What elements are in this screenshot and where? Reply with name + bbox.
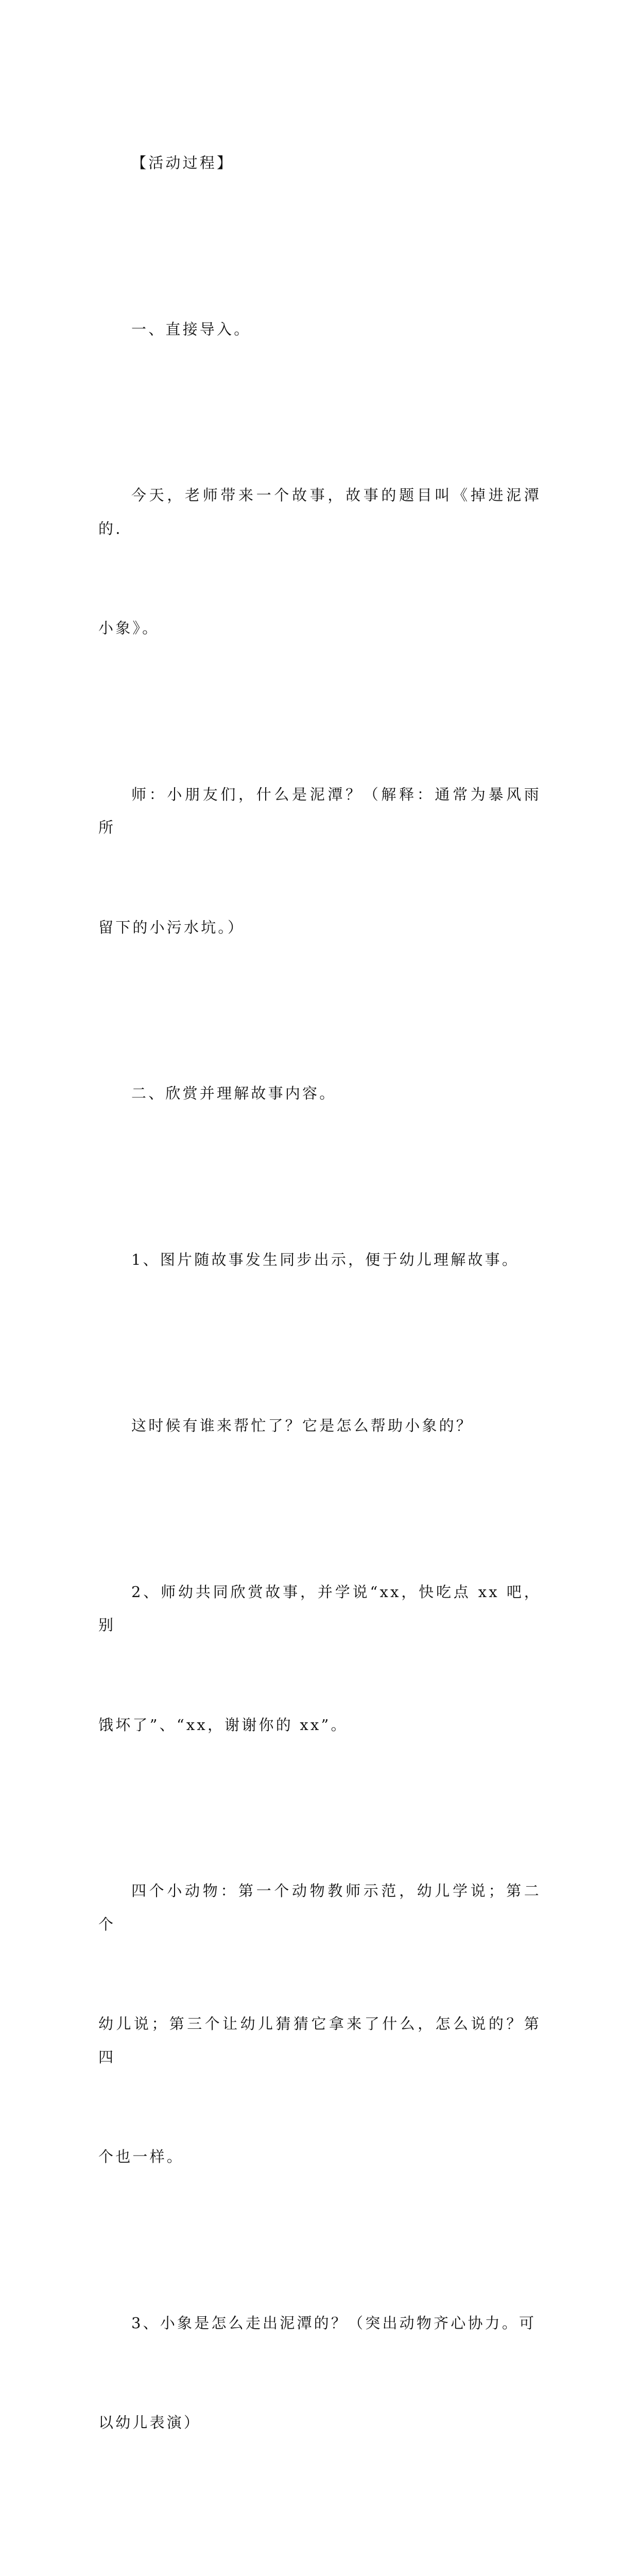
paragraph-6	[98, 1343, 541, 1509]
paragraph-line: 小象》。	[98, 612, 541, 645]
paragraph-line: 2、师幼共同欣赏故事，并学说“xx，快吃点 xx 吧，别	[98, 1575, 541, 1642]
paragraph-line	[98, 2572, 541, 2576]
heading-line: 【活动过程】	[98, 146, 541, 180]
paragraph-8	[98, 1808, 541, 2240]
paragraph-line: 四个小动物：第一个动物教师示范，幼儿学说；第二个	[98, 1874, 541, 1941]
paragraph-line: 个也一样。	[98, 2140, 541, 2174]
document-body	[98, 80, 541, 2576]
paragraph-line: 幼儿说；第三个让幼儿猜猜它拿来了什么，怎么说的？第四	[98, 2007, 541, 2074]
paragraph-4	[98, 1010, 541, 1177]
paragraph-10	[98, 2506, 541, 2576]
paragraph-line: 这时候有谁来帮忙了？它是怎么帮助小象的？	[98, 1409, 541, 1443]
document-page	[0, 0, 639, 904]
paragraph-5	[98, 1177, 541, 1343]
paragraph-9	[98, 2240, 541, 2506]
paragraph-line: 一、直接导入。	[98, 313, 541, 346]
paragraph-7	[98, 1509, 541, 1808]
paragraph-line: 1、图片随故事发生同步出示，便于幼儿理解故事。	[98, 1243, 541, 1277]
paragraph-line: 二、欣赏并理解故事内容。	[98, 1077, 541, 1110]
paragraph-3	[98, 711, 541, 1011]
paragraph-line: 3、小象是怎么走出泥潭的？（突出动物齐心协力。可	[98, 2307, 541, 2340]
paragraph-line: 饿坏了”、“xx，谢谢你的 xx”。	[98, 1708, 541, 1742]
paragraph-line: 今天，老师带来一个故事，故事的题目叫《掉进泥潭的.	[98, 479, 541, 545]
paragraph-1	[98, 246, 541, 413]
paragraph-line: 留下的小污水坑。）	[98, 911, 541, 944]
paragraph-line: 以幼儿表演）	[98, 2406, 541, 2439]
paragraph-line: 师：小朋友们，什么是泥潭？（解释：通常为暴风雨所	[98, 778, 541, 844]
section-heading	[98, 80, 541, 246]
paragraph-2	[98, 412, 541, 711]
